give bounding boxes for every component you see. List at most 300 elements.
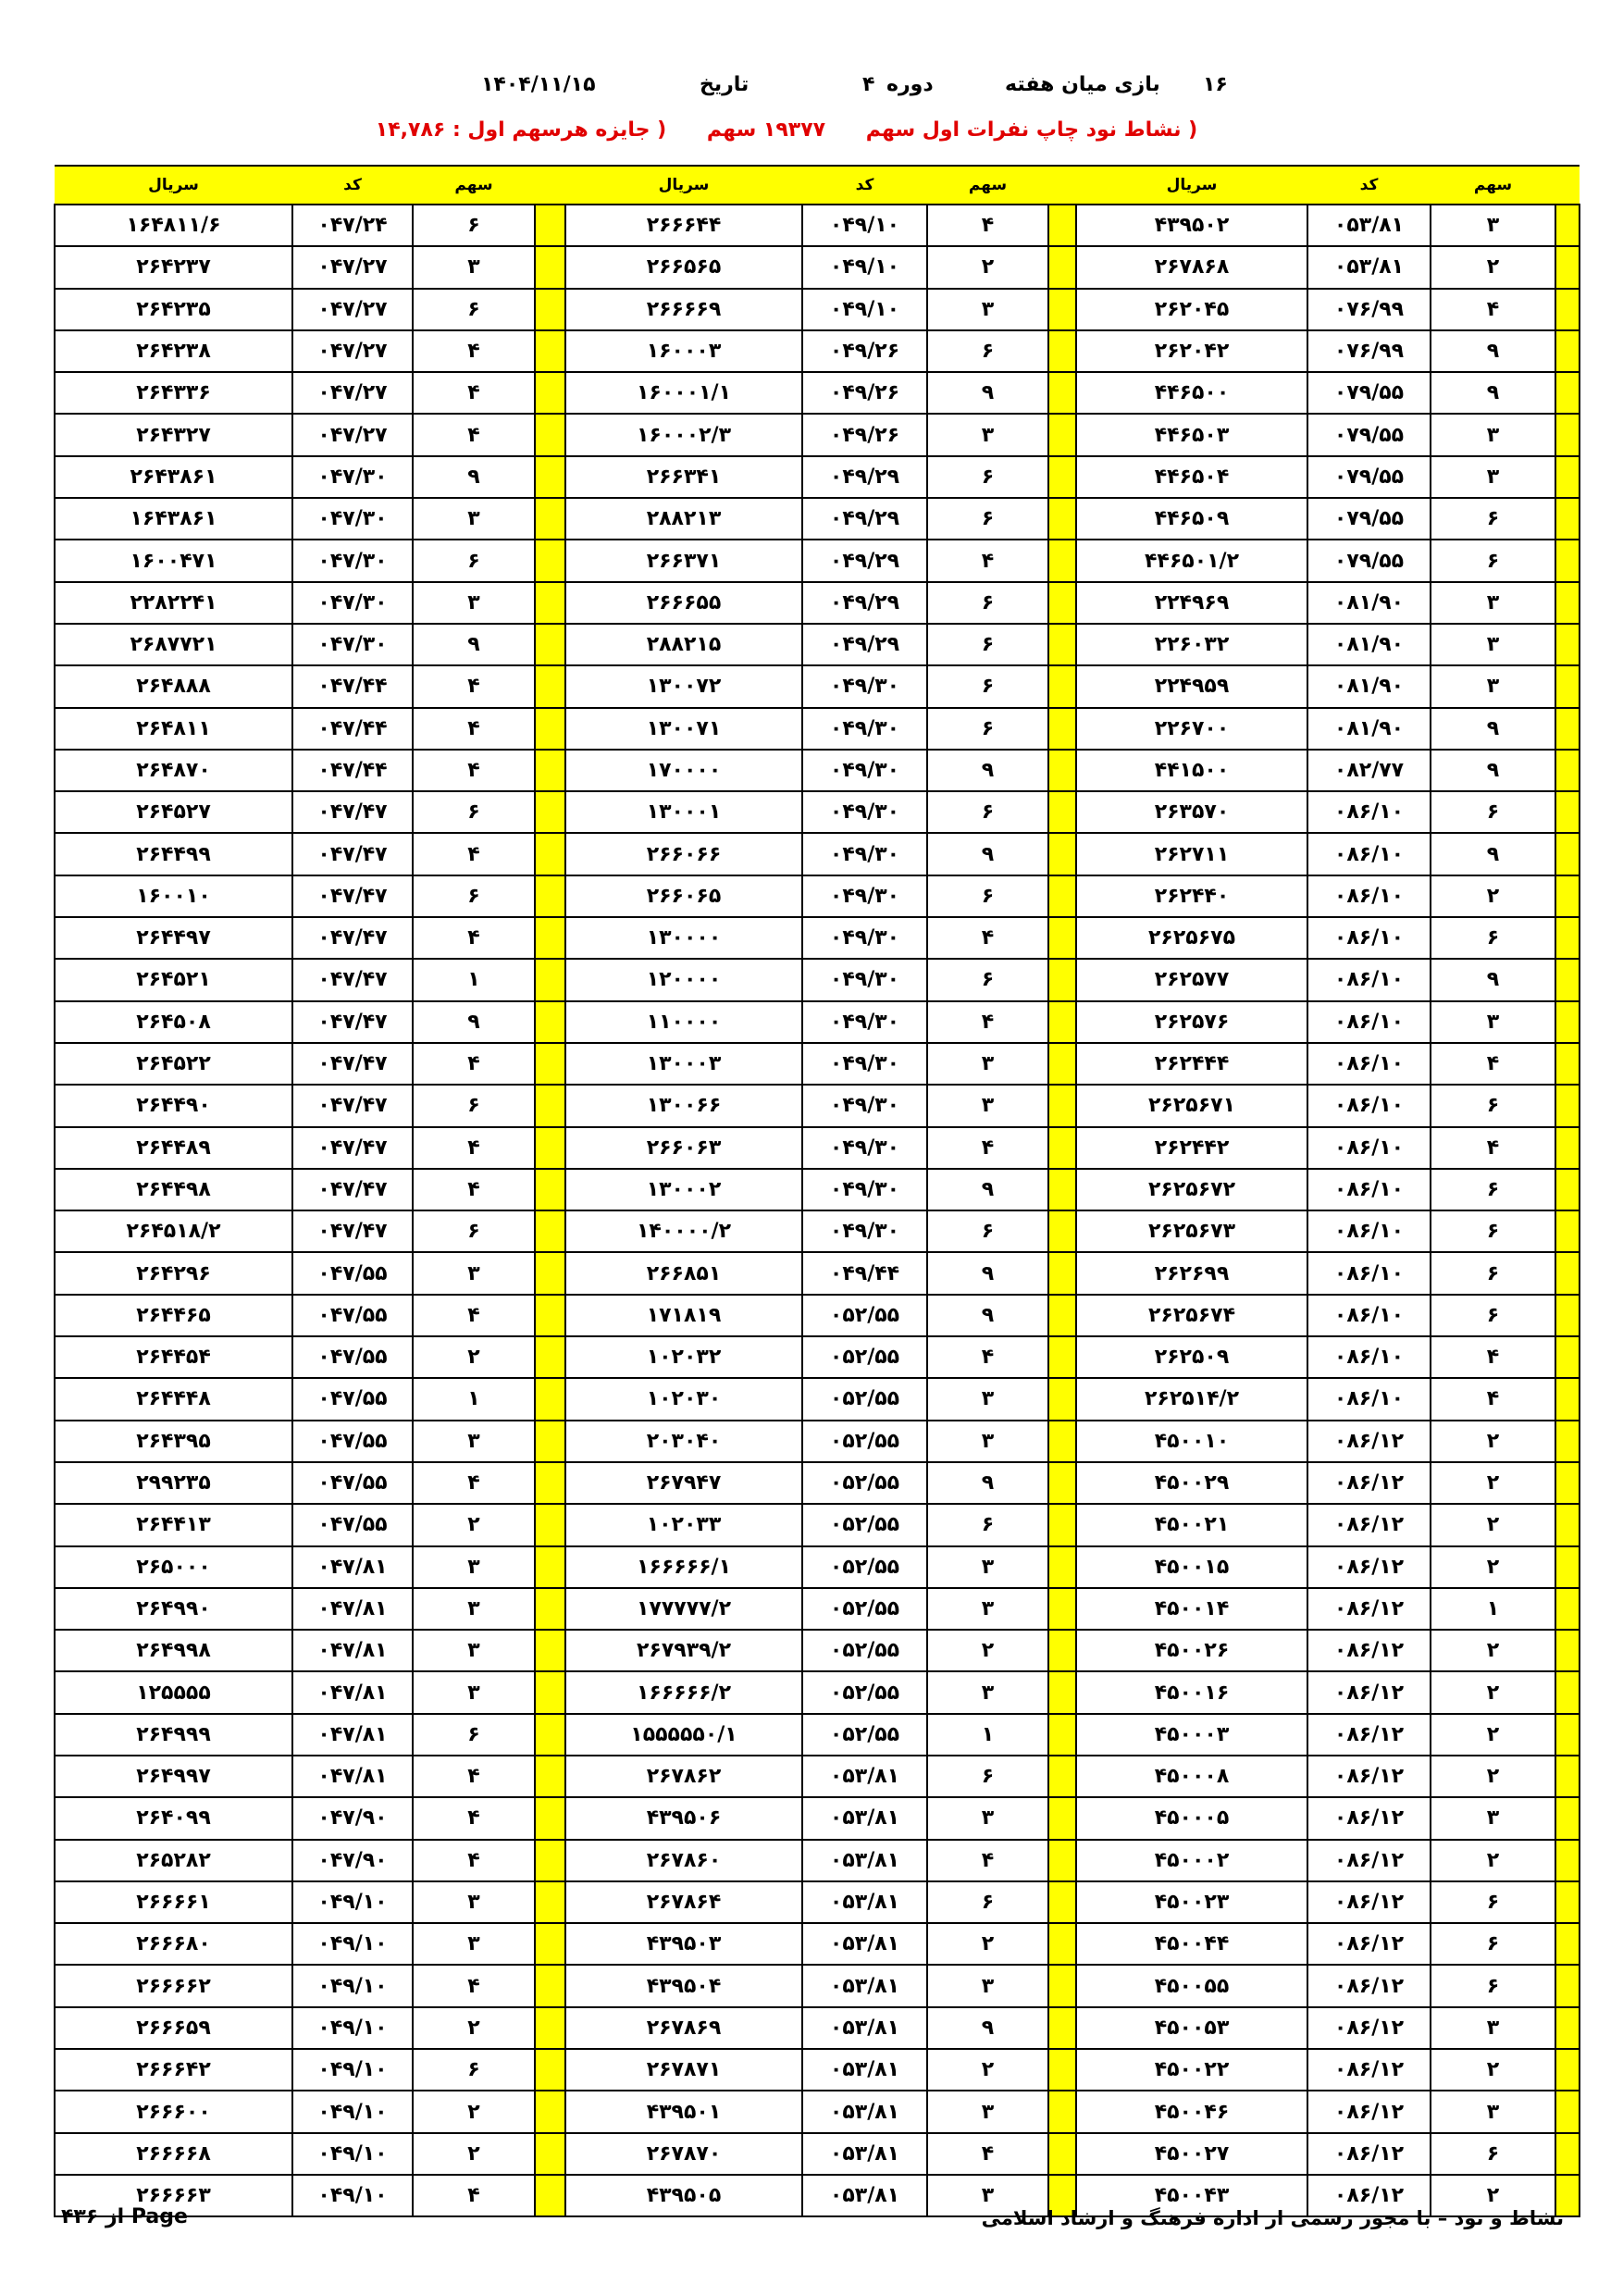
serial-cell: ۱۰۲۰۳۲ xyxy=(565,1336,802,1378)
highlight-spacer xyxy=(535,1295,565,1336)
serial-cell: ۴۴۶۵۰۰ xyxy=(1076,372,1307,414)
code-cell: ۰۴۹/۲۶ xyxy=(802,414,927,455)
serial-cell: ۲۶۴۸۷۰ xyxy=(55,750,292,791)
highlight-spacer xyxy=(1555,1965,1580,2006)
highlight-spacer xyxy=(535,1336,565,1378)
share-cell: ۳ xyxy=(413,1421,535,1462)
code-cell: ۰۴۷/۴۷ xyxy=(292,959,413,1000)
table-row xyxy=(55,330,1580,372)
code-cell: ۰۴۹/۳۰ xyxy=(802,1001,927,1043)
code-cell: ۰۸۶/۱۰ xyxy=(1307,959,1431,1000)
code-cell: ۰۴۷/۴۷ xyxy=(292,1001,413,1043)
serial-cell: ۲۲۴۹۵۹ xyxy=(1076,665,1307,707)
serial-cell: ۲۶۷۸۷۱ xyxy=(565,2049,802,2091)
code-cell: ۰۷۹/۵۵ xyxy=(1307,498,1431,540)
serial-cell: ۲۶۶۶۶۹ xyxy=(565,289,802,330)
highlight-spacer xyxy=(535,540,565,581)
code-cell: ۰۴۹/۱۰ xyxy=(292,1923,413,1965)
code-cell: ۰۸۶/۱۲ xyxy=(1307,1588,1431,1630)
serial-cell: ۱۳۰۰۷۲ xyxy=(565,665,802,707)
table-row xyxy=(55,498,1580,540)
table-row xyxy=(55,1797,1580,1839)
share-cell: ۲ xyxy=(413,2007,535,2049)
code-cell: ۰۴۹/۱۰ xyxy=(292,2133,413,2175)
highlight-spacer xyxy=(1555,2007,1580,2049)
share-cell: ۶ xyxy=(927,330,1048,372)
share-cell: ۲ xyxy=(1431,1504,1555,1545)
subtitle xyxy=(278,118,1295,142)
highlight-spacer xyxy=(535,456,565,498)
highlight-spacer xyxy=(1555,1210,1580,1252)
highlight-spacer xyxy=(1048,1127,1076,1169)
serial-cell: ۲۶۴۵۱۸/۲ xyxy=(55,1210,292,1252)
share-cell: ۹ xyxy=(1431,372,1555,414)
serial-cell: ۲۶۶۳۷۱ xyxy=(565,540,802,581)
serial-cell: ۴۵۰۰۴۴ xyxy=(1076,1923,1307,1965)
code-cell: ۰۴۹/۱۰ xyxy=(292,2175,413,2216)
serial-cell: ۱۳۰۰۰۱ xyxy=(565,791,802,833)
table-row xyxy=(55,750,1580,791)
code-cell: ۰۴۷/۴۷ xyxy=(292,1127,413,1169)
serial-cell: ۲۶۵۲۸۲ xyxy=(55,1840,292,1881)
highlight-spacer xyxy=(1048,1085,1076,1126)
table-row xyxy=(55,205,1580,246)
code-cell: ۰۴۷/۹۰ xyxy=(292,1840,413,1881)
share-cell: ۶ xyxy=(1431,1252,1555,1294)
share-cell: ۹ xyxy=(1431,959,1555,1000)
code-cell: ۰۴۷/۳۰ xyxy=(292,582,413,624)
highlight-spacer xyxy=(1048,372,1076,414)
serial-cell: ۲۶۲۵۶۷۱ xyxy=(1076,1085,1307,1126)
share-cell: ۳ xyxy=(927,1671,1048,1713)
share-cell: ۹ xyxy=(927,1169,1048,1210)
serial-cell: ۲۶۴۳۸۶۱ xyxy=(55,456,292,498)
share-cell: ۴ xyxy=(413,1127,535,1169)
highlight-spacer xyxy=(1048,246,1076,288)
code-cell: ۰۸۶/۱۰ xyxy=(1307,1252,1431,1294)
serial-cell: ۱۳۰۰۷۱ xyxy=(565,708,802,750)
share-cell: ۶ xyxy=(413,875,535,917)
serial-cell: ۲۶۲۵۷۷ xyxy=(1076,959,1307,1000)
serial-cell: ۲۶۴۴۵۴ xyxy=(55,1336,292,1378)
share-cell: ۴ xyxy=(413,708,535,750)
serial-cell: ۲۶۲۵۶۷۴ xyxy=(1076,1295,1307,1336)
share-cell: ۳ xyxy=(413,1671,535,1713)
share-cell: ۴ xyxy=(1431,1378,1555,1420)
table-row xyxy=(55,1881,1580,1923)
highlight-spacer xyxy=(1555,1756,1580,1797)
share-cell: ۴ xyxy=(413,1840,535,1881)
highlight-spacer xyxy=(1555,289,1580,330)
share-cell: ۲ xyxy=(927,1923,1048,1965)
table-body xyxy=(55,205,1580,2216)
col-code-header: کد xyxy=(1307,166,1431,205)
table-row xyxy=(55,1295,1580,1336)
code-cell: ۰۸۶/۱۰ xyxy=(1307,917,1431,959)
serial-cell: ۲۶۷۸۶۲ xyxy=(565,1756,802,1797)
serial-cell: ۲۶۴۴۱۳ xyxy=(55,1504,292,1545)
highlight-spacer xyxy=(1555,708,1580,750)
share-cell: ۶ xyxy=(413,2049,535,2091)
share-cell: ۹ xyxy=(927,1295,1048,1336)
highlight-spacer xyxy=(1555,414,1580,455)
serial-cell: ۱۰۲۰۳۳ xyxy=(565,1504,802,1545)
serial-cell: ۲۶۴۲۹۶ xyxy=(55,1252,292,1294)
serial-cell: ۲۶۶۶۴۴ xyxy=(565,205,802,246)
serial-cell: ۱۶۰۰۰۳ xyxy=(565,330,802,372)
share-cell: ۲ xyxy=(413,2091,535,2132)
share-cell: ۴ xyxy=(1431,1127,1555,1169)
share-cell: ۴ xyxy=(927,2133,1048,2175)
code-cell: ۰۸۶/۱۲ xyxy=(1307,1881,1431,1923)
code-cell: ۰۷۹/۵۵ xyxy=(1307,414,1431,455)
serial-cell: ۴۵۰۰۲۷ xyxy=(1076,2133,1307,2175)
highlight-spacer xyxy=(535,1462,565,1504)
table-row xyxy=(55,582,1580,624)
code-cell: ۰۴۹/۳۰ xyxy=(802,750,927,791)
table-row xyxy=(55,833,1580,875)
serial-cell: ۲۶۴۲۳۸ xyxy=(55,330,292,372)
highlight-spacer xyxy=(1555,1169,1580,1210)
serial-cell: ۲۶۴۲۳۷ xyxy=(55,246,292,288)
table-row xyxy=(55,665,1580,707)
code-cell: ۰۴۷/۴۷ xyxy=(292,917,413,959)
code-cell: ۰۵۳/۸۱ xyxy=(802,1840,927,1881)
table-row xyxy=(55,1588,1580,1630)
table-row xyxy=(55,1421,1580,1462)
table-row xyxy=(55,1210,1580,1252)
code-cell: ۰۴۹/۱۰ xyxy=(292,1965,413,2006)
table-row xyxy=(55,875,1580,917)
serial-cell: ۲۶۶۵۶۵ xyxy=(565,246,802,288)
code-cell: ۰۸۶/۱۰ xyxy=(1307,1169,1431,1210)
serial-cell: ۲۸۸۲۱۵ xyxy=(565,624,802,665)
highlight-spacer xyxy=(535,1840,565,1881)
code-cell: ۰۴۹/۱۰ xyxy=(292,2091,413,2132)
highlight-spacer xyxy=(1555,1421,1580,1462)
subtitle-left: ( نشاط نود چاپ نفرات اول سهم xyxy=(865,118,1198,142)
share-cell: ۴ xyxy=(1431,1336,1555,1378)
serial-cell: ۱۵۵۵۵۵۰/۱ xyxy=(565,1714,802,1756)
code-cell: ۰۴۷/۴۴ xyxy=(292,708,413,750)
table-row xyxy=(55,708,1580,750)
share-cell: ۲ xyxy=(1431,2049,1555,2091)
serial-cell: ۲۶۶۶۵۹ xyxy=(55,2007,292,2049)
share-cell: ۹ xyxy=(1431,833,1555,875)
serial-cell: ۲۰۳۰۴۰ xyxy=(565,1421,802,1462)
subtitle-mid: ۱۹۳۷۷ سهم xyxy=(706,118,826,142)
serial-cell: ۲۶۴۰۹۹ xyxy=(55,1797,292,1839)
share-cell: ۶ xyxy=(1431,498,1555,540)
code-cell: ۰۴۹/۱۰ xyxy=(292,2049,413,2091)
highlight-spacer xyxy=(1555,1671,1580,1713)
code-cell: ۰۸۶/۱۲ xyxy=(1307,2091,1431,2132)
highlight-spacer xyxy=(1048,1546,1076,1588)
share-cell: ۳ xyxy=(927,1588,1048,1630)
highlight-spacer xyxy=(1048,2049,1076,2091)
code-cell: ۰۸۶/۱۲ xyxy=(1307,1546,1431,1588)
share-cell: ۴ xyxy=(1431,1043,1555,1085)
code-cell: ۰۷۹/۵۵ xyxy=(1307,456,1431,498)
share-cell: ۶ xyxy=(927,791,1048,833)
table-row xyxy=(55,2133,1580,2175)
table-header-row xyxy=(55,166,1580,205)
table-row xyxy=(55,540,1580,581)
code-cell: ۰۴۷/۵۵ xyxy=(292,1336,413,1378)
code-cell: ۰۴۷/۵۵ xyxy=(292,1462,413,1504)
table-row xyxy=(55,791,1580,833)
code-cell: ۰۸۶/۱۰ xyxy=(1307,1001,1431,1043)
table-row xyxy=(55,1546,1580,1588)
highlight-spacer xyxy=(535,1588,565,1630)
highlight-spacer xyxy=(535,665,565,707)
table-row xyxy=(55,1336,1580,1378)
code-cell: ۰۴۷/۵۵ xyxy=(292,1504,413,1545)
highlight-spacer xyxy=(1048,1588,1076,1630)
highlight-spacer xyxy=(535,1797,565,1839)
highlight-spacer xyxy=(535,372,565,414)
header-game-title: بازی میان هفته xyxy=(1005,73,1160,96)
share-cell: ۲ xyxy=(1431,1421,1555,1462)
share-cell: ۶ xyxy=(1431,1169,1555,1210)
serial-cell: ۴۳۹۵۰۵ xyxy=(565,2175,802,2216)
highlight-spacer xyxy=(535,414,565,455)
serial-cell: ۴۵۰۰۵۵ xyxy=(1076,1965,1307,2006)
serial-cell: ۴۳۹۵۰۴ xyxy=(565,1965,802,2006)
highlight-spacer xyxy=(1555,791,1580,833)
table-row xyxy=(55,1965,1580,2006)
code-cell: ۰۵۳/۸۱ xyxy=(802,1756,927,1797)
serial-cell: ۱۲۰۰۰۰ xyxy=(565,959,802,1000)
serial-cell: ۱۶۴۸۱۱/۶ xyxy=(55,205,292,246)
code-cell: ۰۸۶/۱۲ xyxy=(1307,1671,1431,1713)
highlight-spacer xyxy=(1555,330,1580,372)
highlight-spacer xyxy=(1555,2091,1580,2132)
share-cell: ۲ xyxy=(413,2133,535,2175)
serial-cell: ۲۲۸۲۲۴۱ xyxy=(55,582,292,624)
serial-cell: ۲۶۷۹۳۹/۲ xyxy=(565,1630,802,1671)
highlight-spacer xyxy=(535,2133,565,2175)
serial-cell: ۲۶۲۵۶۷۲ xyxy=(1076,1169,1307,1210)
highlight-spacer xyxy=(535,1671,565,1713)
serial-cell: ۴۵۰۰۰۲ xyxy=(1076,1840,1307,1881)
share-cell: ۲ xyxy=(1431,1630,1555,1671)
highlight-spacer xyxy=(1048,1336,1076,1378)
code-cell: ۰۸۶/۱۰ xyxy=(1307,1085,1431,1126)
share-cell: ۳ xyxy=(1431,414,1555,455)
serial-cell: ۲۶۴۹۹۷ xyxy=(55,1756,292,1797)
serial-cell: ۲۶۴۸۸۸ xyxy=(55,665,292,707)
serial-cell: ۲۶۶۳۴۱ xyxy=(565,456,802,498)
share-cell: ۶ xyxy=(927,456,1048,498)
share-cell: ۲ xyxy=(1431,1756,1555,1797)
share-cell: ۶ xyxy=(927,708,1048,750)
highlight-spacer xyxy=(535,1923,565,1965)
serial-cell: ۲۶۴۴۸۹ xyxy=(55,1127,292,1169)
code-cell: ۰۸۶/۱۰ xyxy=(1307,1043,1431,1085)
share-cell: ۲ xyxy=(1431,1714,1555,1756)
serial-cell: ۲۶۴۹۹۸ xyxy=(55,1630,292,1671)
share-cell: ۶ xyxy=(927,624,1048,665)
table-row xyxy=(55,917,1580,959)
serial-cell: ۴۵۰۰۴۳ xyxy=(1076,2175,1307,2216)
share-cell: ۲ xyxy=(1431,2175,1555,2216)
highlight-spacer xyxy=(1555,246,1580,288)
col-share-header: سهم xyxy=(927,166,1048,205)
share-cell: ۴ xyxy=(927,1840,1048,1881)
code-cell: ۰۸۶/۱۲ xyxy=(1307,1965,1431,2006)
highlight-spacer xyxy=(1555,1797,1580,1839)
share-cell: ۶ xyxy=(1431,1295,1555,1336)
highlight-spacer xyxy=(1048,1043,1076,1085)
share-cell: ۴ xyxy=(1431,289,1555,330)
share-cell: ۶ xyxy=(927,498,1048,540)
share-cell: ۲ xyxy=(1431,1840,1555,1881)
code-cell: ۰۵۲/۵۵ xyxy=(802,1504,927,1545)
code-cell: ۰۷۹/۵۵ xyxy=(1307,540,1431,581)
share-cell: ۱ xyxy=(1431,1588,1555,1630)
share-cell: ۶ xyxy=(1431,2133,1555,2175)
header-period-label: دوره xyxy=(886,73,934,96)
code-cell: ۰۴۹/۳۰ xyxy=(802,791,927,833)
highlight-spacer xyxy=(535,1756,565,1797)
col-code-header: کد xyxy=(802,166,927,205)
highlight-spacer xyxy=(535,959,565,1000)
table-row xyxy=(55,2007,1580,2049)
share-cell: ۹ xyxy=(927,1252,1048,1294)
code-cell: ۰۴۷/۴۷ xyxy=(292,875,413,917)
share-cell: ۲ xyxy=(413,1504,535,1545)
share-cell: ۴ xyxy=(927,1127,1048,1169)
code-cell: ۰۵۳/۸۱ xyxy=(802,2007,927,2049)
table-row xyxy=(55,1001,1580,1043)
serial-cell: ۲۶۲۰۴۲ xyxy=(1076,330,1307,372)
code-cell: ۰۴۷/۸۱ xyxy=(292,1588,413,1630)
share-cell: ۴ xyxy=(413,1295,535,1336)
code-cell: ۰۸۱/۹۰ xyxy=(1307,624,1431,665)
highlight-spacer xyxy=(1048,1923,1076,1965)
highlight-spacer xyxy=(535,791,565,833)
code-cell: ۰۴۷/۲۴ xyxy=(292,205,413,246)
highlight-spacer xyxy=(1555,1714,1580,1756)
share-cell: ۳ xyxy=(927,1797,1048,1839)
highlight-spacer xyxy=(1048,708,1076,750)
serial-cell: ۴۵۰۰۲۹ xyxy=(1076,1462,1307,1504)
code-cell: ۰۴۹/۱۰ xyxy=(292,1881,413,1923)
serial-cell: ۲۶۴۵۲۱ xyxy=(55,959,292,1000)
highlight-spacer xyxy=(1555,833,1580,875)
code-cell: ۰۴۷/۸۱ xyxy=(292,1546,413,1588)
serial-cell: ۲۶۲۶۹۹ xyxy=(1076,1252,1307,1294)
highlight-spacer xyxy=(1048,959,1076,1000)
code-cell: ۰۸۶/۱۲ xyxy=(1307,1421,1431,1462)
code-cell: ۰۴۷/۳۰ xyxy=(292,498,413,540)
share-cell: ۳ xyxy=(927,1085,1048,1126)
highlight-spacer xyxy=(1048,624,1076,665)
code-cell: ۰۴۹/۱۰ xyxy=(802,246,927,288)
col-spacer-header xyxy=(535,166,565,205)
serial-cell: ۴۵۰۰۱۵ xyxy=(1076,1546,1307,1588)
serial-cell: ۴۵۰۰۰۸ xyxy=(1076,1756,1307,1797)
share-cell: ۳ xyxy=(1431,1797,1555,1839)
serial-cell: ۲۶۶۶۵۵ xyxy=(565,582,802,624)
highlight-spacer xyxy=(1048,1378,1076,1420)
code-cell: ۰۵۳/۸۱ xyxy=(802,2175,927,2216)
share-cell: ۳ xyxy=(1431,1001,1555,1043)
serial-cell: ۲۶۶۰۶۵ xyxy=(565,875,802,917)
code-cell: ۰۸۶/۱۰ xyxy=(1307,1210,1431,1252)
serial-cell: ۴۵۰۰۲۳ xyxy=(1076,1881,1307,1923)
table-row xyxy=(55,1169,1580,1210)
highlight-spacer xyxy=(1555,205,1580,246)
table-row xyxy=(55,1840,1580,1881)
code-cell: ۰۵۲/۵۵ xyxy=(802,1671,927,1713)
highlight-spacer xyxy=(1555,456,1580,498)
highlight-spacer xyxy=(1555,1462,1580,1504)
highlight-spacer xyxy=(1048,875,1076,917)
serial-cell: ۱۶۰۰۰۱/۱ xyxy=(565,372,802,414)
share-cell: ۴ xyxy=(927,1336,1048,1378)
code-cell: ۰۴۷/۲۷ xyxy=(292,372,413,414)
code-cell: ۰۴۷/۴۷ xyxy=(292,1043,413,1085)
code-cell: ۰۴۹/۲۹ xyxy=(802,540,927,581)
code-cell: ۰۷۶/۹۹ xyxy=(1307,330,1431,372)
serial-cell: ۲۶۲۴۴۰ xyxy=(1076,875,1307,917)
serial-cell: ۴۳۹۵۰۱ xyxy=(565,2091,802,2132)
share-cell: ۴ xyxy=(413,665,535,707)
code-cell: ۰۴۹/۳۰ xyxy=(802,1169,927,1210)
share-cell: ۴ xyxy=(413,1797,535,1839)
highlight-spacer xyxy=(1555,665,1580,707)
share-cell: ۴ xyxy=(413,917,535,959)
table-row xyxy=(55,1085,1580,1126)
share-cell: ۲ xyxy=(927,1630,1048,1671)
col-spacer-header xyxy=(1048,166,1076,205)
share-cell: ۹ xyxy=(927,1462,1048,1504)
code-cell: ۰۷۶/۹۹ xyxy=(1307,289,1431,330)
share-cell: ۶ xyxy=(927,1210,1048,1252)
serial-cell: ۲۶۵۰۰۰ xyxy=(55,1546,292,1588)
code-cell: ۰۴۹/۳۰ xyxy=(802,959,927,1000)
share-cell: ۳ xyxy=(413,1546,535,1588)
code-cell: ۰۴۷/۸۱ xyxy=(292,1671,413,1713)
highlight-spacer xyxy=(1048,330,1076,372)
share-cell: ۳ xyxy=(927,1421,1048,1462)
serial-cell: ۲۶۲۷۱۱ xyxy=(1076,833,1307,875)
share-cell: ۴ xyxy=(413,414,535,455)
code-cell: ۰۴۹/۳۰ xyxy=(802,1043,927,1085)
code-cell: ۰۸۱/۹۰ xyxy=(1307,665,1431,707)
serial-cell: ۲۶۶۶۶۳ xyxy=(55,2175,292,2216)
highlight-spacer xyxy=(1555,1504,1580,1545)
serial-cell: ۲۸۸۲۱۳ xyxy=(565,498,802,540)
code-cell: ۰۵۳/۸۱ xyxy=(802,2133,927,2175)
col-share-header: سهم xyxy=(1431,166,1555,205)
header-num: ۱۶ xyxy=(1203,73,1228,96)
code-cell: ۰۸۶/۱۲ xyxy=(1307,1797,1431,1839)
code-cell: ۰۴۷/۳۰ xyxy=(292,624,413,665)
code-cell: ۰۸۶/۱۲ xyxy=(1307,1756,1431,1797)
table-row xyxy=(55,372,1580,414)
share-cell: ۹ xyxy=(927,2007,1048,2049)
serial-cell: ۲۶۴۵۰۸ xyxy=(55,1001,292,1043)
highlight-spacer xyxy=(535,1169,565,1210)
highlight-spacer xyxy=(1048,1421,1076,1462)
serial-cell: ۲۶۷۸۶۸ xyxy=(1076,246,1307,288)
serial-cell: ۲۶۸۷۷۲۱ xyxy=(55,624,292,665)
highlight-spacer xyxy=(535,1714,565,1756)
highlight-spacer xyxy=(1048,1001,1076,1043)
